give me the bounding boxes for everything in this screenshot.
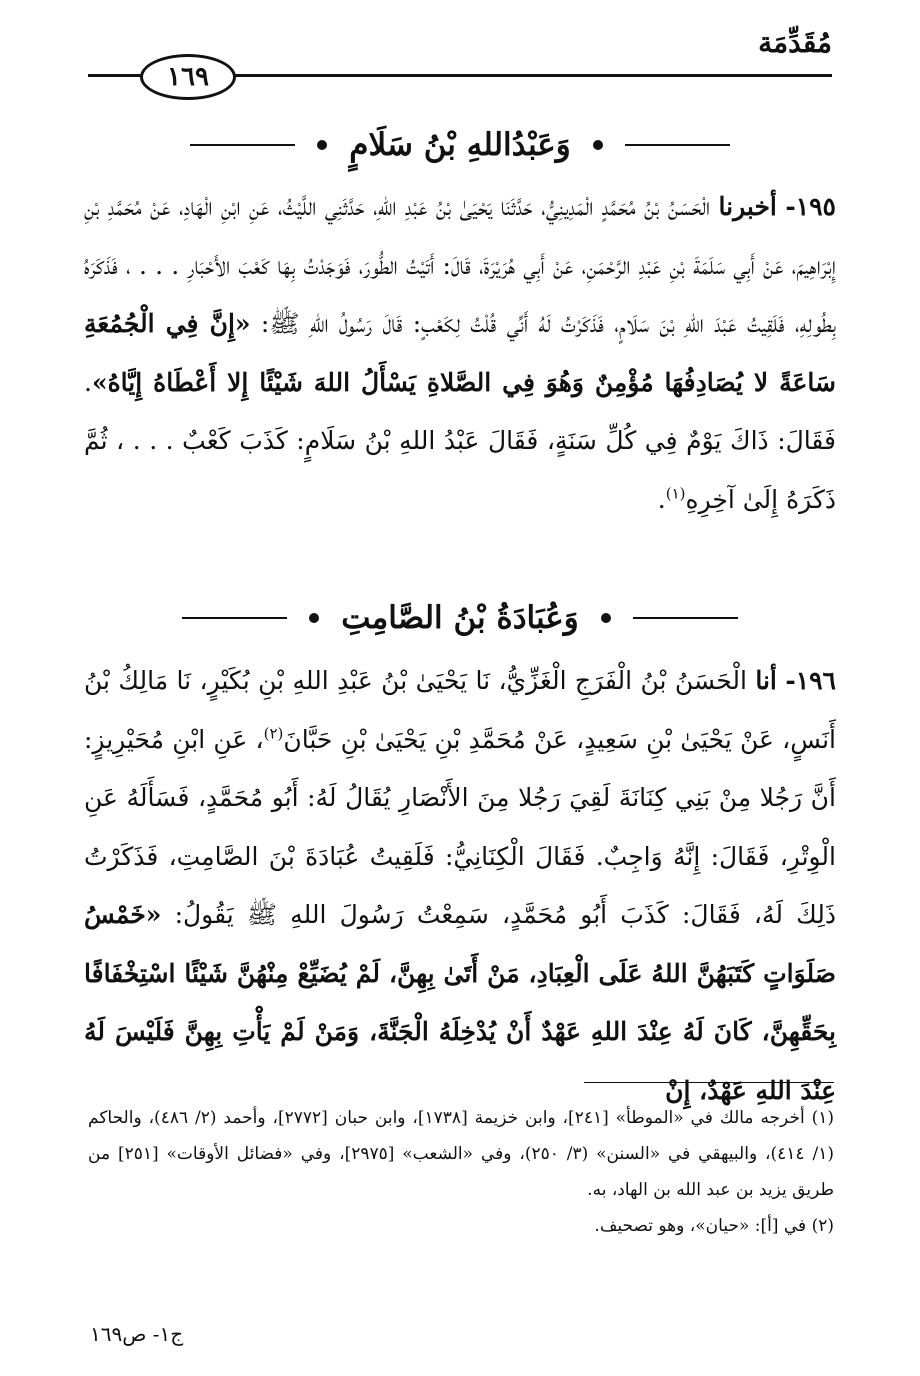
section-title: وَعَبْدُاللهِ بْنُ سَلَامٍ — [349, 127, 571, 163]
volume-page-reference: ج١- ص١٦٩ — [90, 1322, 184, 1346]
isnad-text: الْحَسَنُ بْنُ الْفَرَجِ الْغَزِّيُّ، نَا يَحْيَىٰ بْنُ عَبْدِ اللهِ بْنِ بُكَيْرٍ، نَا مَالِكُ بْنُ أَنَسٍ، عَنْ يَحْيَىٰ بْنِ سَعِيدٍ، عَنْ مُحَمَّدِ بْنِ يَحْيَىٰ بْنِ حَبَّانَ — [84, 666, 836, 754]
footnote-mark: (١) — [665, 484, 686, 503]
bullet-icon — [317, 140, 327, 150]
hadith-paragraph-195 — [84, 178, 836, 529]
bullet-icon — [601, 613, 611, 623]
heading-rule-left — [190, 144, 295, 146]
hadith-number: ١٩٦- — [785, 666, 836, 695]
footnote-1: (١) أخرجه مالك في «الموطأ» [٢٤١]، وابن خزيمة [١٧٣٨]، وابن حبان [٢٧٧٢]، وأحمد (٢/ ٤٨٦)، والحاكم (١/ ٤١٤)، والبيهقي في «السنن» (٣/ ٢٥٠)، وفي «الشعب» [٢٩٧٥]، وفي «فضائل الأوقات» [٢٥١] من طريق يزيد بن عبد الله بن الهاد، به. — [88, 1108, 834, 1200]
hadith-text: «خَمْسُ صَلَوَاتٍ كَتَبَهُنَّ اللهُ عَلَى الْعِبَادِ، مَنْ أَتَىٰ بِهِنَّ، لَمْ يُضَيِّعْ مِنْهُنَّ شَيْئًا اسْتِخْفَافًا بِحَقِّهِنَّ، كَانَ لَهُ عِنْدَ اللهِ عَهْدٌ أَنْ يُدْخِلَهُ الْجَنَّةَ، وَمَنْ لَمْ يَأْتِ بِهِنَّ فَلَيْسَ لَهُ عِنْدَ اللهِ عَهْدٌ، إِنْ — [84, 900, 836, 1105]
hadith-number: ١٩٥- — [785, 192, 836, 221]
page-number: ١٦٩ — [140, 54, 236, 100]
running-title: مُقَدِّمَة — [758, 26, 832, 59]
footnote-mark: (٢) — [263, 724, 284, 743]
narration-lead: أنا — [755, 666, 777, 695]
heading-rule-left — [182, 617, 287, 619]
bullet-icon — [593, 140, 603, 150]
heading-rule-right — [625, 144, 730, 146]
bullet-icon — [309, 613, 319, 623]
paragraph-end: . — [657, 484, 666, 514]
section-title: وَعُبَادَةُ بْنُ الصَّامِتِ — [341, 600, 579, 636]
hadith-paragraph-196 — [84, 652, 836, 1120]
isnad-text: الْحَسَنُ بْنُ مُحَمَّدٍ الْمَدِينِيُّ، حَدَّثَنَا يَحْيَىٰ بْنُ عَبْدِ اللهِ، حَدَّثَنِي اللَّيْثُ، عَنِ ابْنِ الْهَادِ، عَنْ مُحَمَّدِ بْنِ إِبْرَاهِيمَ، عَنْ أَبِي سَلَمَةَ بْنِ عَبْدِ الرَّحْمَنِ، عَنْ أَبِي هُرَيْرَةَ، قَالَ: أَتَيْتُ الطُّورَ، فَوَجَدْتُ بِهَا كَعْبَ الأَحْبَارِ . . . ، فَذَكَرَهُ بِطُولِهِ، فَلَقِيتُ عَبْدَ اللهِ بْنَ سَلَامٍ، فَذَكَرْتُ لَهُ أَنِّي قُلْتُ لِكَعْبٍ: قَالَ رَسُولُ اللهِ ﷺ: — [84, 192, 837, 338]
footnote-2: (٢) في [أ]: «حيان»، وهو تصحيف. — [594, 1216, 834, 1236]
narration-lead: أخبرنا — [718, 192, 777, 221]
continuation-text: . فَقَالَ: ذَاكَ يَوْمٌ فِي كُلِّ سَنَةٍ، فَقَالَ عَبْدُ اللهِ بْنُ سَلَامٍ: كَذَبَ كَعْبٌ . . . ، ثُمَّ ذَكَرَهُ إِلَىٰ آخِرِهِ — [84, 367, 836, 514]
hadith-text: «إِنَّ فِي الْجُمُعَةِ سَاعَةً لا يُصَادِفُهَا مُؤْمِنٌ وَهُوَ فِي الصَّلاةِ يَسْأَلُ اللهَ شَيْئًا إِلا أَعْطَاهُ إِيَّاهُ» — [84, 309, 836, 397]
section-heading-abdullah-bin-salam — [0, 125, 920, 165]
footnotes — [88, 1100, 834, 1244]
section-heading-ubada-bin-samit — [0, 598, 920, 638]
isnad-text-continued: ، عَنِ ابْنِ مُحَيْرِيزٍ: أَنَّ رَجُلا مِنْ بَنِي كِنَانَةَ لَقِيَ رَجُلا مِنَ الأَنْصَارِ يُقَالُ لَهُ: أَبُو مُحَمَّدٍ، فَسَأَلَهُ عَنِ الْوِتْرِ، فَقَالَ: إِنَّهُ وَاجِبٌ. فَقَالَ الْكِنَانِيُّ: فَلَقِيتُ عُبَادَةَ بْنَ الصَّامِتِ، فَذَكَرْتُ ذَلِكَ لَهُ، فَقَالَ: كَذَبَ أَبُو مُحَمَّدٍ، سَمِعْتُ رَسُولَ اللهِ ﷺ يَقُولُ: — [84, 724, 836, 929]
heading-rule-right — [633, 617, 738, 619]
footnote-separator — [584, 1082, 834, 1083]
